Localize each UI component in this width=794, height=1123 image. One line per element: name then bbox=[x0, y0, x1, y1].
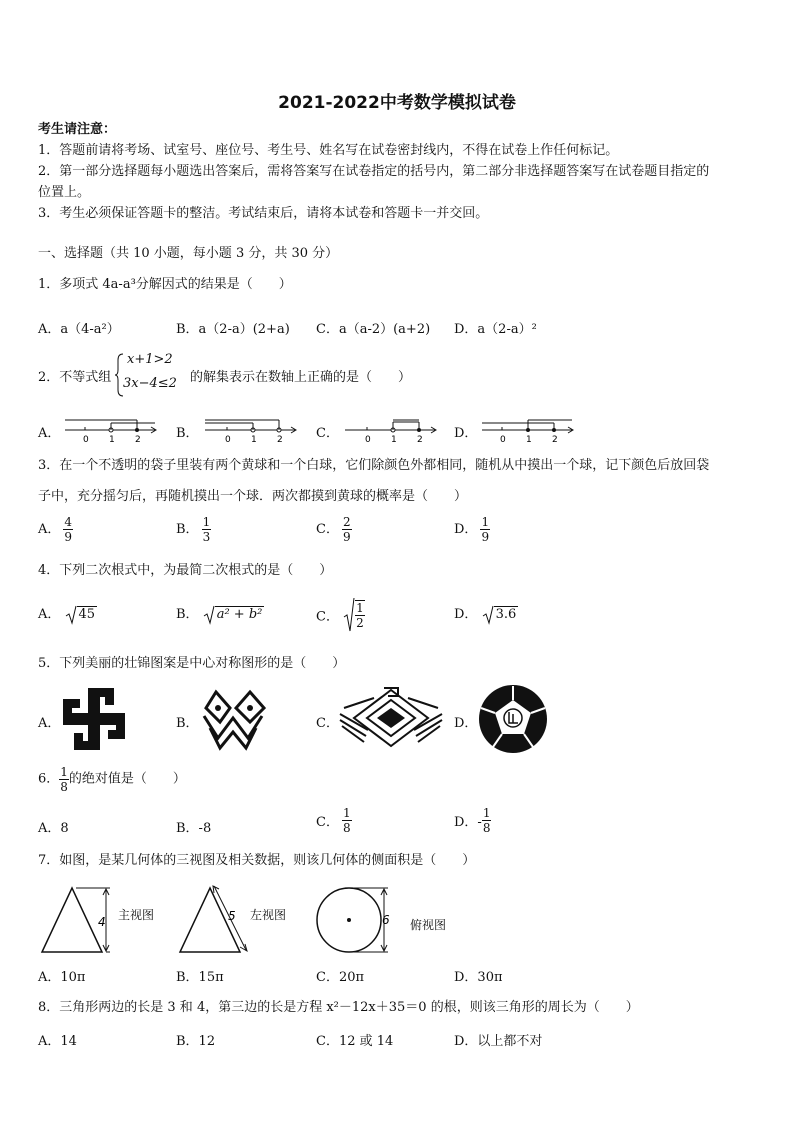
denominator: 8 bbox=[342, 821, 351, 835]
fraction bbox=[342, 515, 352, 544]
tick-label: 1 bbox=[526, 435, 532, 443]
option-letter: C． bbox=[316, 815, 339, 830]
q5-option-b[interactable]: B． bbox=[176, 716, 199, 731]
q2-option-a[interactable]: A． bbox=[38, 426, 61, 441]
top-view-value: 6 bbox=[382, 913, 390, 927]
radical-icon bbox=[203, 605, 215, 625]
tick-label: 2 bbox=[417, 435, 423, 443]
radicand: a² + b² bbox=[216, 607, 263, 622]
question-1-stem: 1．多项式 4a-a³分解因式的结果是（ ） bbox=[38, 277, 292, 292]
numerator: 2 bbox=[342, 515, 351, 529]
radicand: 45 bbox=[78, 607, 96, 622]
denominator: 9 bbox=[342, 530, 351, 544]
denominator: 9 bbox=[64, 530, 73, 544]
notice-line: 2．第一部分选择题每小题选出答案后，需将答案写在试卷指定的括号内，第二部分非选择题答案写在试卷题目指定的 bbox=[38, 164, 710, 179]
numerator: 1 bbox=[202, 515, 211, 529]
q2-number-line-c bbox=[343, 417, 439, 443]
q6-option-c[interactable] bbox=[316, 806, 352, 835]
fraction bbox=[480, 515, 490, 544]
option-letter: C． bbox=[316, 522, 339, 537]
option-letter: A． bbox=[38, 607, 61, 622]
q2-inequality-2: 3x−4≤2 bbox=[123, 376, 177, 391]
numerator: 1 bbox=[342, 806, 351, 820]
fraction bbox=[59, 765, 69, 794]
brace-icon bbox=[114, 352, 124, 398]
denominator: 3 bbox=[202, 530, 211, 544]
radicand: 3.6 bbox=[495, 607, 517, 622]
fraction bbox=[355, 600, 365, 630]
q6-suffix: 的绝对值是（ ） bbox=[68, 771, 186, 787]
left-view-triangle bbox=[174, 884, 254, 956]
denominator: 2 bbox=[356, 616, 364, 630]
radical-icon bbox=[482, 605, 494, 625]
tick-label: 1 bbox=[251, 435, 257, 443]
option-letter: B． bbox=[176, 522, 199, 537]
q8-option-a[interactable]: A．14 bbox=[38, 1034, 77, 1049]
q6-number: 6． bbox=[38, 771, 60, 787]
q5-option-a[interactable]: A． bbox=[38, 716, 61, 731]
q2-number-line-b bbox=[203, 417, 299, 443]
radical-icon bbox=[343, 597, 355, 633]
tick-label: 0 bbox=[365, 435, 371, 443]
q2-option-d[interactable]: D． bbox=[454, 426, 478, 441]
q7-option-c[interactable]: C．20π bbox=[316, 970, 365, 985]
page-title: 2021-2022中考数学模拟试卷 bbox=[278, 93, 516, 113]
top-view-label: 俯视图 bbox=[410, 918, 447, 932]
numerator: 1 bbox=[481, 515, 490, 529]
fraction bbox=[63, 515, 73, 544]
q1-option-a[interactable]: A．a（4-a²） bbox=[38, 322, 120, 337]
question-6-stem bbox=[38, 765, 186, 794]
front-view-label: 主视图 bbox=[118, 908, 155, 922]
tick-label: 0 bbox=[83, 435, 89, 443]
tick-label: 2 bbox=[135, 435, 141, 443]
denominator: 9 bbox=[481, 530, 490, 544]
numerator: 1 bbox=[356, 601, 364, 615]
notice-line: 3．考生必须保证答题卡的整洁。考试结束后，请将本试卷和答题卡一并交回。 bbox=[38, 206, 489, 221]
q4-option-a[interactable] bbox=[38, 603, 97, 625]
pattern-a-icon bbox=[63, 688, 125, 750]
fraction bbox=[482, 806, 492, 835]
q7-option-a[interactable]: A．10π bbox=[38, 970, 86, 985]
option-letter: C． bbox=[316, 609, 339, 625]
left-view-value: 5 bbox=[228, 909, 236, 923]
pattern-c-icon bbox=[338, 684, 444, 752]
tick-label: 2 bbox=[552, 435, 558, 443]
front-view-triangle bbox=[36, 884, 116, 956]
tick-label: 1 bbox=[109, 435, 115, 443]
option-letter: D．- bbox=[454, 815, 482, 830]
q3-option-c[interactable] bbox=[316, 515, 352, 544]
tick-label: 0 bbox=[225, 435, 231, 443]
q1-option-c[interactable]: C．a（a-2）(a+2) bbox=[316, 322, 431, 337]
q2-option-b[interactable]: B． bbox=[176, 426, 199, 441]
option-letter: B． bbox=[176, 607, 199, 622]
q2-number-line-a bbox=[63, 417, 159, 443]
q6-option-a[interactable]: A．8 bbox=[38, 821, 69, 836]
q8-option-c[interactable]: C．12 或 14 bbox=[316, 1034, 394, 1049]
tick-label: 0 bbox=[500, 435, 506, 443]
question-7-stem: 7．如图，是某几何体的三视图及相关数据，则该几何体的侧面积是（ ） bbox=[38, 853, 476, 868]
q3-option-d[interactable] bbox=[454, 515, 490, 544]
q7-option-b[interactable]: B．15π bbox=[176, 970, 224, 985]
pattern-b-icon bbox=[200, 688, 266, 752]
q5-option-d[interactable]: D． bbox=[454, 716, 478, 731]
q3-option-a[interactable] bbox=[38, 515, 73, 544]
fraction bbox=[342, 806, 352, 835]
notice-line: 位置上。 bbox=[38, 185, 91, 200]
question-3-line-2: 子中，充分摇匀后，再随机摸出一个球．两次都摸到黄球的概率是（ ） bbox=[38, 489, 468, 504]
q1-option-b[interactable]: B．a（2-a）(2+a) bbox=[176, 322, 290, 337]
question-4-stem: 4．下列二次根式中，为最简二次根式的是（ ） bbox=[38, 563, 333, 578]
question-2-prefix: 2．不等式组 bbox=[38, 370, 112, 385]
q7-option-d[interactable]: D．30π bbox=[454, 970, 503, 985]
q4-option-d[interactable] bbox=[454, 603, 518, 625]
question-5-stem: 5．下列美丽的壮锦图案是中心对称图形的是（ ） bbox=[38, 656, 346, 671]
question-2-suffix: 的解集表示在数轴上正确的是（ ） bbox=[190, 370, 412, 385]
notice-line: 1．答题前请将考场、试室号、座位号、考生号、姓名写在试卷密封线内，不得在试卷上作任何标记。 bbox=[38, 143, 619, 158]
q3-option-b[interactable] bbox=[176, 515, 211, 544]
q8-option-d[interactable]: D．以上都不对 bbox=[454, 1034, 543, 1049]
q5-option-c[interactable]: C． bbox=[316, 716, 339, 731]
q4-option-b[interactable] bbox=[176, 603, 264, 625]
option-letter: A． bbox=[38, 522, 61, 537]
tick-label: 2 bbox=[277, 435, 283, 443]
numerator: 4 bbox=[64, 515, 73, 529]
denominator: 8 bbox=[60, 780, 68, 794]
q4-option-c[interactable] bbox=[316, 597, 365, 633]
front-view-value: 4 bbox=[98, 915, 106, 929]
top-view-circle bbox=[314, 884, 398, 956]
q2-number-line-d bbox=[480, 417, 576, 443]
question-3-line-1: 3．在一个不透明的袋子里装有两个黄球和一个白球，它们除颜色外都相同，随机从中摸出一个球，记下颜色后放回袋 bbox=[38, 458, 710, 473]
question-8-stem: 8．三角形两边的长是 3 和 4，第三边的长是方程 x²－12x＋35＝0 的根，则该三角形的周长为（ ） bbox=[38, 1000, 639, 1015]
q6-option-d[interactable] bbox=[454, 806, 491, 835]
numerator: 1 bbox=[482, 806, 491, 820]
q2-inequality-1: x+1>2 bbox=[127, 352, 173, 367]
fraction bbox=[202, 515, 212, 544]
radical-icon bbox=[65, 605, 77, 625]
q1-option-d[interactable]: D．a（2-a）² bbox=[454, 322, 537, 337]
left-view-label: 左视图 bbox=[250, 908, 287, 922]
tick-label: 1 bbox=[391, 435, 397, 443]
section-heading: 一、选择题（共 10 小题，每小题 3 分，共 30 分） bbox=[38, 246, 339, 261]
denominator: 8 bbox=[482, 821, 491, 835]
option-letter: D． bbox=[454, 522, 478, 537]
notice-heading: 考生请注意： bbox=[38, 122, 117, 137]
pattern-d-icon bbox=[478, 684, 548, 754]
numerator: 1 bbox=[60, 765, 68, 779]
q8-option-b[interactable]: B．12 bbox=[176, 1034, 216, 1049]
q2-option-c[interactable]: C． bbox=[316, 426, 339, 441]
option-letter: D． bbox=[454, 607, 478, 622]
q6-option-b[interactable]: B．-8 bbox=[176, 821, 212, 836]
